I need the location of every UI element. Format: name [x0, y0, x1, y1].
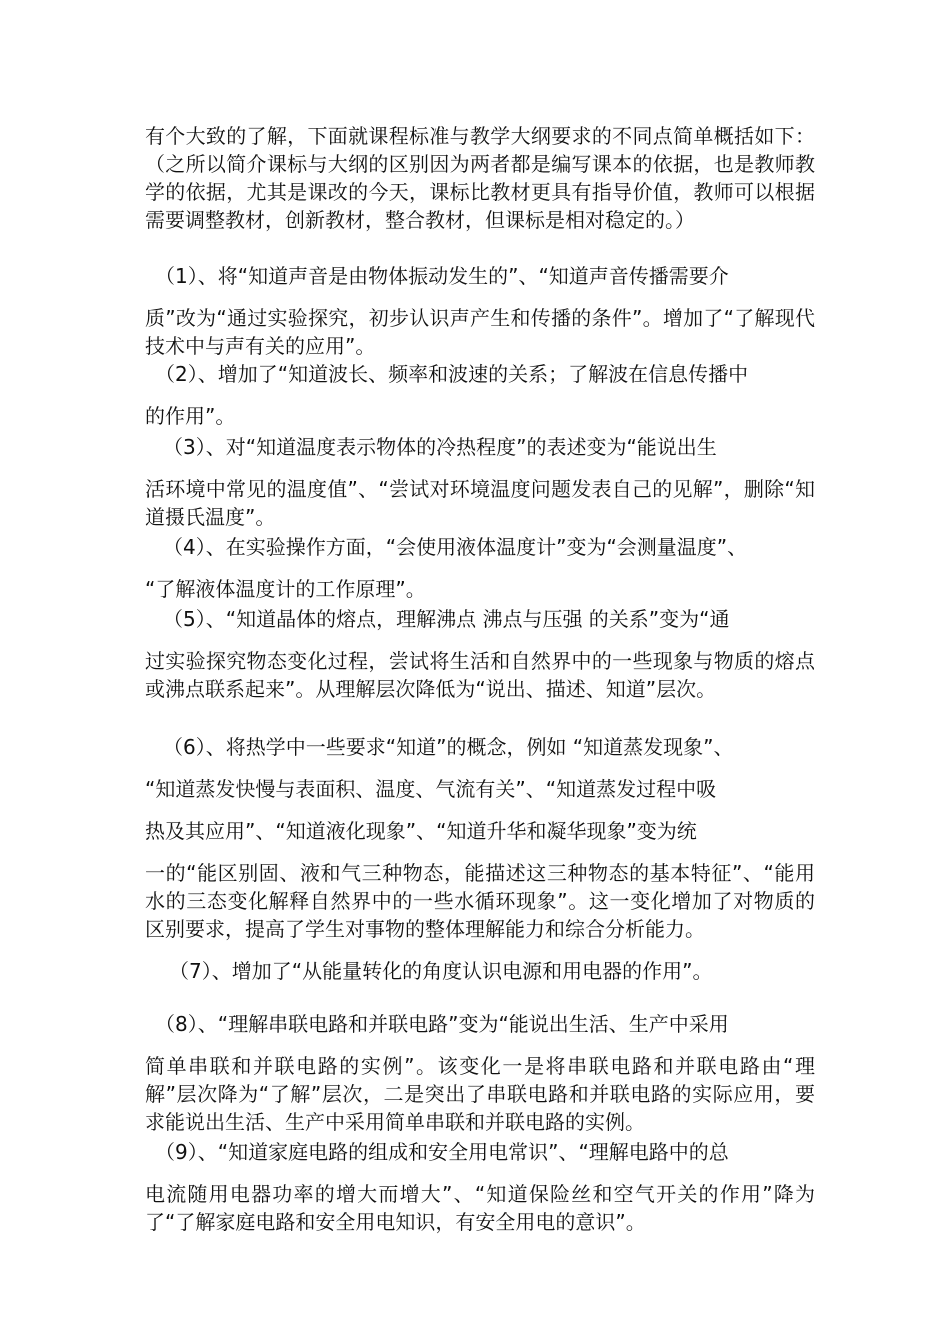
list-item-2 — [145, 360, 815, 430]
list-item-3 — [145, 433, 815, 531]
item-9-body: 电流随用电器功率的增大而增大”、“知道保险丝和空气开关的作用”降为了“了解家庭电路和安全用电知识，有安全用电的意识”。 — [145, 1182, 815, 1234]
list-item-7 — [145, 957, 815, 985]
item-4-body: “了解液体温度计的工作原理”。 — [145, 577, 426, 601]
item-4-first-line: （4）、在实验操作方面，“会使用液体温度计”变为“会测量温度”、 — [163, 535, 748, 559]
item-1-first-line: （1）、将“知道声音是由物体振动发生的”、“知道声音传播需要介 — [155, 264, 729, 288]
item-7-first-line: （7）、增加了“从能量转化的角度认识电源和用电器的作用”。 — [169, 959, 713, 983]
item-2-body: 的作用”。 — [145, 404, 236, 428]
item-6-second-line: “知道蒸发快慢与表面积、温度、气流有关”、“知道蒸发过程中吸 — [145, 777, 717, 801]
item-2-first-line: （2）、增加了“知道波长、频率和波速的关系；了解波在信息传播中 — [155, 362, 749, 386]
list-item-9 — [145, 1138, 815, 1236]
item-8-first-line: （8）、“理解串联电路和并联电路”变为“能说出生活、生产中采用 — [155, 1012, 729, 1036]
item-6-first-line: （6）、将热学中一些要求“知道”的概念，例如 “知道蒸发现象”、 — [163, 735, 734, 759]
item-1-body: 质”改为“通过实验探究，初步认识声产生和传播的条件”。增加了“了解现代技术中与声有关的应用”。 — [145, 306, 815, 358]
list-item-8 — [145, 1010, 815, 1136]
item-6-body: 一的“能区别固、液和气三种物态，能描述这三种物态的基本特征”、“能用水的三态变化解释自然界中的一些水循环现象”。这一变化增加了对物质的区别要求，提高了学生对事物的整体理解能力和综合分析能力。 — [145, 861, 815, 941]
item-9-first-line: （9）、“知道家庭电路的组成和安全用电常识”、“理解电路中的总 — [155, 1140, 729, 1164]
list-item-4 — [145, 533, 815, 603]
item-5-first-line: （5）、“知道晶体的熔点，理解沸点 沸点与压强 的关系”变为“通 — [163, 607, 730, 631]
item-8-body: 简单串联和并联电路的实例”。该变化一是将串联电路和并联电路由“理解”层次降为“了解”层次，二是突出了串联电路和并联电路的实际应用，要求能说出生活、生产中采用简单串联和并联电路的实例。 — [145, 1054, 815, 1134]
item-5-body: 过实验探究物态变化过程，尝试将生活和自然界中的一些现象与物质的熔点或沸点联系起来”。从理解层次降低为“说出、描述、知道”层次。 — [145, 649, 815, 701]
item-3-body: 活环境中常见的温度值”、“尝试对环境温度问题发表自己的见解”，删除“知道摄氏温度”。 — [145, 477, 815, 529]
list-item-1 — [145, 262, 815, 360]
item-6-third-line: 热及其应用”、“知道液化现象”、“知道升华和凝华现象”变为统 — [145, 819, 697, 843]
item-3-first-line: （3）、对“知道温度表示物体的冷热程度”的表述变为“能说出生 — [163, 435, 717, 459]
list-item-6 — [145, 733, 815, 943]
intro-paragraph: 有个大致的了解，下面就课程标准与教学大纲要求的不同点简单概括如下：（之所以简介课标与大纲的区别因为两者都是编写课本的依据，也是教师教学的依据，尤其是课改的今天，课标比教材更具有指导价值，教师可以根据需要调整教材，创新教材，整合教材，但课标是相对稳定的。） — [145, 124, 815, 232]
list-item-5 — [145, 605, 815, 703]
